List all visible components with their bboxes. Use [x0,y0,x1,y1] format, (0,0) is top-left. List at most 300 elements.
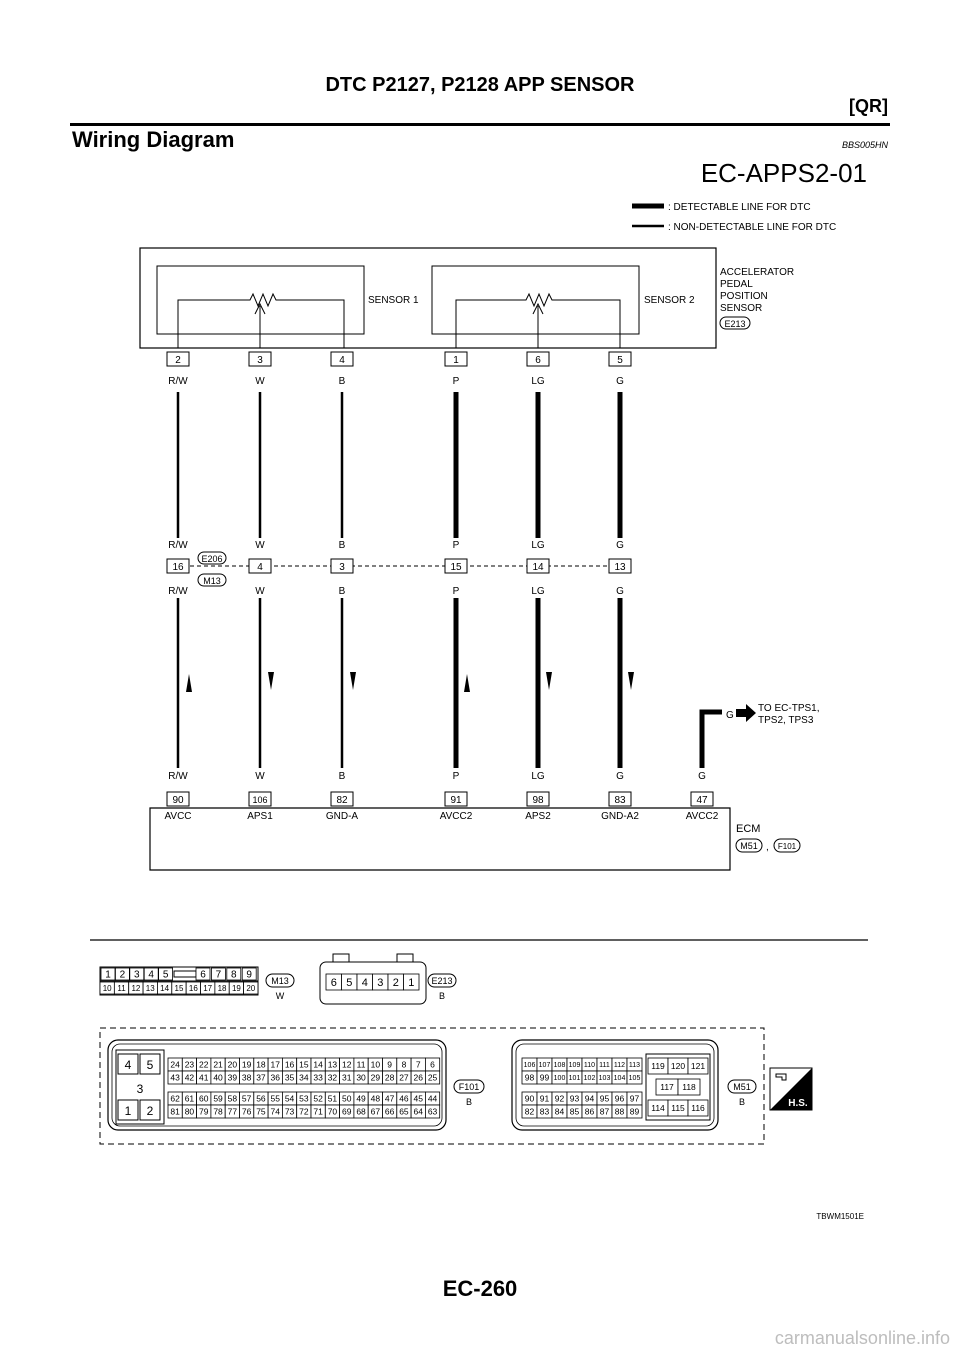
sensor-pin-number: 2 [175,355,181,366]
f101-pin [168,1071,182,1084]
sensor-name-line3: POSITION [720,291,768,302]
e213-pin-number: 5 [346,976,353,989]
f101-pin [240,1071,254,1084]
f101-pin-number: 20 [227,1059,238,1070]
f101-pin [297,1071,311,1084]
e213-connector-id: E213 [431,976,453,986]
e213-pin-number: 2 [392,976,399,989]
m51-pin-number: 105 [628,1075,641,1083]
f101-pin-number: 44 [427,1093,438,1104]
f101-pin [211,1058,225,1071]
sensor-pin-box [609,352,631,366]
f101-pin [340,1105,354,1118]
f101-pin-number: 23 [184,1059,195,1070]
f101-pin-number: 42 [184,1072,195,1083]
m13-pin-number: 16 [188,983,198,993]
e213-pin [373,974,389,990]
wire-color-label: LG [531,540,545,551]
ecm-pin-label: AVCC [164,811,192,822]
f101-pin-number: 24 [170,1059,180,1070]
m13-pin [129,982,143,994]
f101-pin-number: 77 [227,1106,238,1117]
wire-color-label: LG [531,771,545,782]
f101-pin [254,1092,268,1105]
f101-pin [182,1071,196,1084]
f101-pin-number: 64 [413,1106,423,1117]
m51-pin [537,1092,552,1105]
wire-color-label: LG [531,376,545,387]
m13-pin [215,982,229,994]
hs-label: H.S. [788,1098,808,1109]
f101-pin-number: 56 [256,1093,266,1104]
f101-pin-number: 70 [327,1106,338,1117]
f101-pin [197,1058,211,1071]
f101-pin [368,1071,382,1084]
m51-pin [537,1071,552,1084]
joint-pin-box [445,559,467,573]
m13-pin [244,982,258,994]
f101-pin-number: 50 [342,1093,352,1104]
f101-pin-number: 33 [313,1072,323,1083]
e213-connector-view [320,954,456,1004]
m51-pin [522,1092,537,1105]
f101-pin-number: 28 [384,1072,395,1083]
f101-pin-number: 54 [284,1093,295,1104]
f101-pin-number: 72 [299,1106,309,1117]
ecm-pin-label: GND-A [325,811,359,822]
m13-pin-number: 7 [215,969,222,981]
m51-pin [668,1100,688,1116]
f101-pin-number: 46 [399,1093,409,1104]
f101-pin [182,1058,196,1071]
joint-pin-number: 15 [450,562,462,573]
ecm-pin-number: 91 [450,795,462,806]
ecm-pin-number: 83 [614,795,626,806]
f101-pin-number: 6 [430,1059,435,1070]
joint-pin-number: 4 [257,562,263,573]
e213-pin [357,974,373,990]
f101-pin-number: 57 [241,1093,252,1104]
m51-pin [597,1058,612,1071]
f101-pin [268,1105,282,1118]
f101-pin-number: 52 [313,1093,323,1104]
f101-pin-number: 47 [384,1093,395,1104]
m51-pin [648,1100,668,1116]
f101-pin [240,1092,254,1105]
f101-pin-number: 75 [256,1106,266,1117]
m51-pin-number: 113 [628,1062,641,1070]
f101-big-pin: 3 [136,1082,144,1096]
m51-pin-number: 91 [539,1093,550,1104]
ecm-pin-box [445,792,467,806]
f101-big-pin: 5 [146,1058,154,1072]
f101-pin [182,1105,196,1118]
m51-pin-number: 117 [660,1082,674,1093]
signal-arrow-down [546,672,552,690]
m13-pin [114,982,128,994]
f101-pin [225,1058,239,1071]
f101-pin-number: 11 [356,1059,366,1070]
f101-pin [368,1058,382,1071]
f101-pin-number: 18 [256,1059,266,1070]
m13-pin [227,968,241,981]
f101-pin-number: 81 [170,1106,180,1117]
f101-pin [325,1058,339,1071]
sensor-connector-id: E213 [724,319,746,329]
wire-color-label: R/W [168,540,188,551]
f101-pin-number: 51 [327,1093,338,1104]
wire-color-label: P [452,540,460,551]
wire-color-label: W [255,771,265,782]
f101-pin-number: 26 [413,1072,423,1083]
e213-pin [326,974,342,990]
m13-pin-number: 6 [200,969,206,981]
m13-pin [196,968,210,981]
wire-color-label: P [452,771,460,782]
m13-pin [242,968,256,981]
m13-pin [186,982,200,994]
m13-pin-number: 5 [162,969,169,981]
ecm-pin-label: APS1 [247,811,273,822]
sensor-pin-number: 3 [257,355,263,366]
m13-pin [130,968,144,981]
f101-pin [383,1092,397,1105]
f101-pin-number: 79 [199,1106,209,1117]
f101-pin [168,1105,182,1118]
ecm-connector2-id: F101 [777,842,797,851]
ecm-pin-label: AVCC2 [439,811,473,822]
wire-color-label: R/W [168,771,188,782]
wire-color-label: B [338,771,346,782]
m51-pin-number: 95 [599,1093,610,1104]
f101-pin-number: 41 [199,1072,209,1083]
ecm-pin-number: 106 [252,795,268,805]
ecm-pin-label: AVCC2 [685,811,719,822]
f101-pin-number: 15 [299,1059,309,1070]
f101-pin-number: 78 [213,1106,223,1117]
m51-pin-number: 116 [691,1103,705,1114]
f101-pin-number: 67 [370,1106,381,1117]
f101-big-pin: 1 [124,1104,132,1118]
f101-pin [211,1071,225,1084]
connector-icon [776,1074,786,1080]
m51-pin-number: 85 [569,1106,580,1117]
wire-color-label: B [338,586,346,597]
f101-pin [168,1058,182,1071]
f101-pin [282,1058,296,1071]
m13-pin-number: 11 [117,983,126,993]
f101-pin-number: 38 [241,1072,252,1083]
m13-pin-number: 9 [246,969,252,981]
e213-pin [342,974,358,990]
sensor-pin-box [331,352,353,366]
f101-pin [368,1105,382,1118]
f101-pin-number: 35 [284,1072,295,1083]
f101-pin-number: 61 [184,1093,195,1104]
f101-pin-number: 31 [342,1072,352,1083]
m51-pin [627,1071,642,1084]
m13-pin-number: 17 [203,983,213,993]
e213-pin [388,974,404,990]
m51-pin [567,1058,582,1071]
m51-pin [627,1058,642,1071]
f101-pin [411,1071,425,1084]
f101-pin [225,1071,239,1084]
f101-pin-number: 74 [270,1106,280,1117]
m51-pin [688,1100,708,1116]
f101-pin-number: 7 [415,1059,421,1070]
f101-pin [268,1058,282,1071]
f101-pin-number: 36 [270,1072,280,1083]
f101-pin-number: 13 [327,1059,338,1070]
m51-pin-number: 98 [524,1072,535,1083]
f101-pin-number: 37 [256,1072,266,1083]
m51-pin [537,1105,552,1118]
ecm-pin-label: APS2 [525,811,551,822]
sensor-pin-number: 5 [617,355,623,366]
sensor-pin-box [249,352,271,366]
signal-arrow-down [628,672,634,690]
f101-pin-number: 8 [401,1059,407,1070]
f101-pin [340,1071,354,1084]
f101-pin [297,1058,311,1071]
f101-pin [268,1071,282,1084]
e213-pin [404,974,420,990]
joint-pin-number: 16 [172,562,184,573]
joint-pin-box [527,559,549,573]
f101-pin-number: 53 [299,1093,309,1104]
f101-pin [282,1092,296,1105]
f101-pin-number: 58 [227,1093,238,1104]
f101-pin-number: 14 [313,1059,323,1070]
f101-pin-number: 45 [413,1093,423,1104]
wire-color-label: P [452,586,460,597]
m13-connector-view [100,967,294,1001]
f101-pin [240,1105,254,1118]
legend-non-detectable-text: : NON-DETECTABLE LINE FOR DTC [668,222,837,233]
m51-pin-number: 83 [539,1106,550,1117]
f101-pin-number: 21 [213,1059,223,1070]
sensor-pin-box [527,352,549,366]
m51-pin-number: 108 [553,1062,566,1070]
m51-pin-number: 101 [568,1075,581,1083]
f101-big-pin: 2 [146,1104,154,1118]
f101-pin [383,1071,397,1084]
f101-pin [311,1058,325,1071]
m51-pin [522,1058,537,1071]
page-header-title: DTC P2127, P2128 APP SENSOR [325,74,635,96]
f101-pin-number: 22 [199,1059,209,1070]
m51-pin [567,1092,582,1105]
m51-pin [597,1071,612,1084]
sensor-pin-number: 4 [339,355,345,366]
m13-pin [172,982,186,994]
f101-pin [383,1105,397,1118]
f101-pin-number: 76 [241,1106,252,1117]
m51-pin-number: 89 [629,1106,640,1117]
m51-pin-number: 121 [690,1061,706,1072]
joint-pin-number: 3 [339,562,345,573]
m51-pin [597,1092,612,1105]
ecm-pin-number: 90 [172,795,184,806]
wire-color-label: G [616,586,624,597]
m51-pin [522,1105,537,1118]
f101-pin [340,1058,354,1071]
f101-pin [254,1058,268,1071]
f101-pin-number: 27 [399,1072,409,1083]
m13-connector-color: W [275,991,285,1001]
m51-pin-number: 110 [583,1062,596,1070]
m51-pin [627,1105,642,1118]
section-ref-code: BBS005HN [841,140,888,150]
m51-pin-number: 100 [553,1075,566,1083]
m51-pin-number: 96 [614,1093,625,1104]
m51-pin-number: 97 [629,1093,640,1104]
m51-pin [552,1058,567,1071]
f101-pin [197,1071,211,1084]
hs-emblem [770,1068,812,1110]
f101-pin-number: 30 [356,1072,366,1083]
f101-pin-number: 60 [199,1093,209,1104]
f101-pin [325,1105,339,1118]
m51-pin [567,1105,582,1118]
m13-lock-tab [174,971,196,977]
m13-pin-number: 2 [119,969,126,981]
f101-pin [383,1058,397,1071]
f101-pin-number: 55 [270,1093,280,1104]
wire-color-label: R/W [168,586,188,597]
f101-pin [254,1071,268,1084]
sensor-name-line2: PEDAL [720,279,753,290]
m51-pin [668,1058,688,1074]
f101-pin [254,1105,268,1118]
figure-code: TBWM1501E [816,1212,864,1221]
signal-arrow-down [268,672,274,690]
ecm-pin-label: GND-A2 [601,811,639,822]
m51-pin-number: 103 [598,1075,611,1083]
wire-color-label: G [616,540,624,551]
m51-pin-number: 94 [584,1093,595,1104]
wire-column-2 [247,352,274,822]
tps-wire-color: G [726,710,734,721]
m51-pin-number: 118 [682,1082,696,1093]
m13-pin [211,968,225,981]
f101-pin [211,1092,225,1105]
m13-pin [101,968,115,981]
m51-pin [552,1105,567,1118]
sensor-pin-number: 6 [535,355,541,366]
wire-color-label: R/W [168,376,188,387]
f101-pin [368,1092,382,1105]
m13-pin [143,982,157,994]
m51-pin [552,1092,567,1105]
tps-dest-line1: TO EC-TPS1, [758,703,820,714]
diagram-code: EC-APPS2-01 [700,158,867,188]
sensor-pin-number: 1 [453,355,459,366]
f101-pin [425,1058,439,1071]
wire-column-4 [440,352,473,822]
f101-pin [397,1105,411,1118]
wire-color-label: G [616,376,624,387]
joint-pin-box [609,559,631,573]
wire-color-label: W [255,540,265,551]
ecm-pin-box [331,792,353,806]
m13-pin-number: 10 [102,983,112,993]
f101-pin-number: 68 [356,1106,366,1117]
m51-pin-number: 88 [614,1106,625,1117]
f101-pin [282,1105,296,1118]
m13-pin [115,968,129,981]
m51-pin-number: 102 [583,1075,596,1083]
f101-pin-number: 17 [270,1059,280,1070]
f101-pin [397,1058,411,1071]
f101-connector-view [108,1040,484,1130]
f101-pin [211,1105,225,1118]
e213-connector-color: B [438,991,446,1001]
ecm-connector1-id: M51 [740,841,758,851]
f101-pin [411,1058,425,1071]
m51-pin [612,1058,627,1071]
tps-dest-line2: TPS2, TPS3 [758,715,814,726]
m51-pin [582,1071,597,1084]
ecm-pin-number: 82 [336,795,348,806]
m13-pin [100,982,114,994]
m51-pin-number: 82 [524,1106,535,1117]
m13-pin-number: 20 [246,983,256,993]
wire-column-6 [601,352,639,822]
wire-color-label: W [255,586,265,597]
f101-pin [182,1092,196,1105]
m13-pin [157,982,171,994]
f101-pin [354,1092,368,1105]
f101-connector-id: F101 [458,1082,480,1092]
m51-pin [612,1071,627,1084]
ecm-pin-box [167,792,189,806]
f101-pin [325,1071,339,1084]
f101-big-pin: 4 [124,1058,132,1072]
sensor1-label: SENSOR 1 [368,295,419,306]
f101-pin [297,1105,311,1118]
m51-pin-number: 93 [569,1093,580,1104]
sensor1-wiper [255,304,265,348]
m51-pin [688,1058,708,1074]
m13-pin-number: 18 [217,983,227,993]
m51-pin [552,1071,567,1084]
ecm-name: ECM [736,823,761,835]
m51-pin [656,1079,678,1095]
f101-pin-number: 29 [370,1072,381,1083]
wire-column-tps [686,703,820,822]
f101-pin [168,1092,182,1105]
m13-pin-number: 13 [145,983,155,993]
watermark: carmanualsonline.info [774,1328,950,1348]
f101-pin-number: 40 [213,1072,223,1083]
tps-wire [702,712,722,768]
joint-pin-number: 13 [614,562,626,573]
joint-pin-box [167,559,189,573]
f101-pin [397,1092,411,1105]
joint-pin-box [331,559,353,573]
sensor-pin-box [445,352,467,366]
signal-arrow-up [186,674,192,692]
m13-pin [229,982,243,994]
m13-pin-number: 1 [105,969,111,981]
m51-pin-number: 107 [538,1062,551,1070]
m13-connector-id: M13 [271,976,289,986]
m51-connector-color: B [738,1097,746,1107]
m51-pin-number: 92 [554,1093,565,1104]
f101-pin-number: 65 [399,1106,409,1117]
